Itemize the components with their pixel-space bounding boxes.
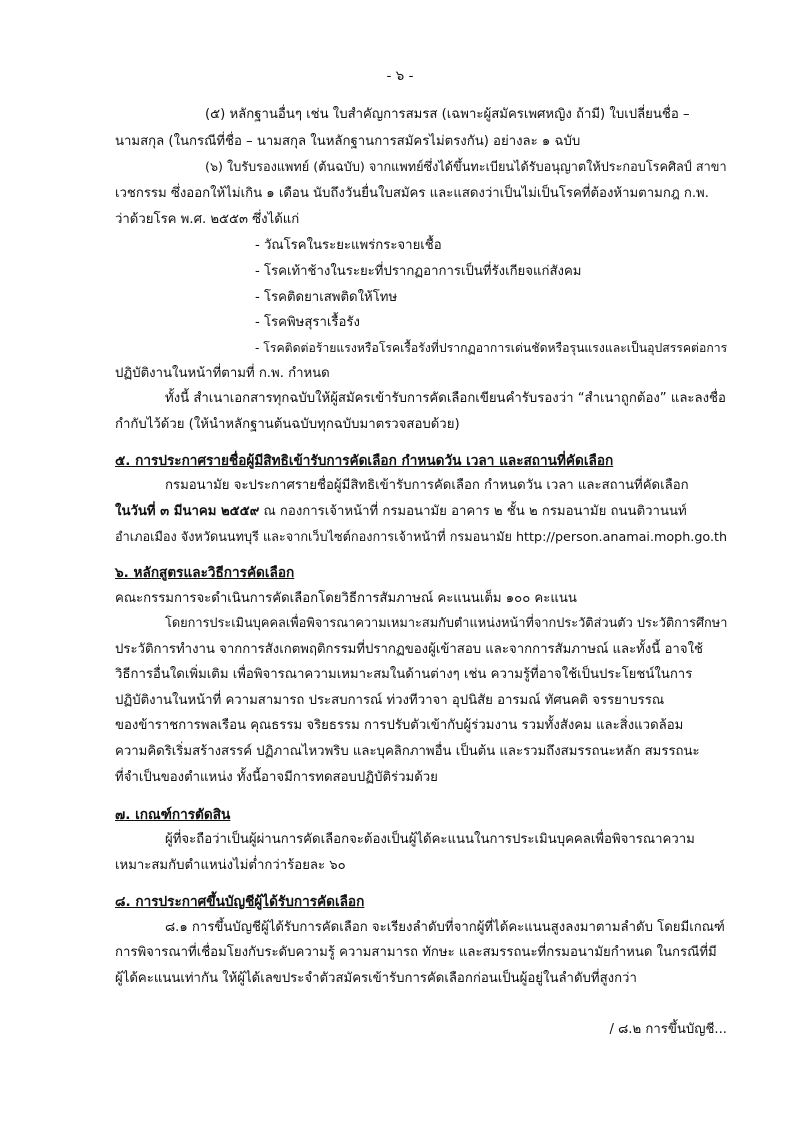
section-6-para-line: ที่จำเป็นของตำแหน่ง ทั้งนี้อาจมีการทดสอบปฏิบัติร่วมด้วย — [115, 770, 438, 785]
section-5-line-3: อำเภอเมือง จังหวัดนนทบุรี และจากเว็บไซต์กองการเจ้าหน้าที่ กรมอนามัย http://person.anamai.moph.go.th — [115, 529, 728, 544]
disease-item: - วัณโรคในระยะแพร่กระจายเชื้อ — [255, 238, 442, 253]
continuation-footer: / ๘.๒ การขึ้นบัญชี... — [609, 1022, 727, 1037]
section-7-line-2: เหมาะสมกับตำแหน่งไม่ต่ำกว่าร้อยละ ๖๐ — [115, 858, 346, 873]
disease-item: - โรคติดยาเสพติดให้โทษ — [255, 290, 398, 305]
disease-item: - โรคติดต่อร้ายแรงหรือโรคเรื้อรังที่ปรากฏอาการเด่นชัดหรือรุนแรงและเป็นอุปสรรคต่อการ — [255, 341, 728, 355]
section-8-line-2: การพิจารณาที่เชื่อมโยงกับระดับความรู้ ความสามารถ ทักษะ และสมรรถนะที่กรมอนามัยกำหนด ในกรณีที่มี — [115, 945, 717, 960]
section-7-line-1: ผู้ที่จะถือว่าเป็นผู้ผ่านการคัดเลือกจะต้องเป็นผู้ได้คะแนนในการประเมินบุคคลเพื่อพิจารณาความ — [165, 832, 695, 847]
section-6-para-line: ปฏิบัติงานในหน้าที่ ความสามารถ ประสบการณ์ ท่วงทีวาจา อุปนิสัย อารมณ์ ทัศนคติ จรรยาบรรณ — [115, 693, 665, 708]
section-8-line-1: ๘.๑ การขึ้นบัญชีผู้ได้รับการคัดเลือก จะเรียงลำดับที่จากผู้ที่ได้คะแนนสูงลงมาตามลำดับ โดยมีเกณฑ์ — [165, 920, 725, 935]
exam-location: ณ กองการเจ้าหน้าที่ กรมอนามัย อาคาร ๒ ชั้น ๒ กรมอนามัย ถนนติวานนท์ — [259, 504, 687, 519]
section-6-heading: ๖. หลักสูตรและวิธีการคัดเลือก — [115, 565, 295, 581]
section-6-para-line: วิธีการอื่นใดเพิ่มเติม เพื่อพิจารณาความเหมาะสมในด้านต่างๆ เช่น ความรู้ที่อาจใช้เป็นประโยชน์ในการ — [115, 667, 693, 682]
disease-item: - โรคเท้าช้างในระยะที่ปรากฏอาการเป็นที่รังเกียจแก่สังคม — [255, 264, 582, 279]
item-5-line-1: (๕) หลักฐานอื่นๆ เช่น ใบสำคัญการสมรส (เฉพาะผู้สมัครเพศหญิง ถ้ามี) ใบเปลี่ยนชื่อ – — [205, 107, 690, 122]
section-5-line-2 — [115, 502, 727, 522]
section-5-heading: ๕. การประกาศรายชื่อผู้มีสิทธิเข้ารับการคัดเลือก กำหนดวัน เวลา และสถานที่คัดเลือก — [115, 453, 614, 469]
certification-line-1: ทั้งนี้ สำเนาเอกสารทุกฉบับให้ผู้สมัครเข้ารับการคัดเลือกเขียนคำรับรองว่า “สำเนาถูกต้อง” และลงชื่อ — [165, 391, 726, 406]
section-8-heading: ๘. การประกาศขึ้นบัญชีผู้ได้รับการคัดเลือก — [115, 894, 365, 910]
section-5-line-1: กรมอนามัย จะประกาศรายชื่อผู้มีสิทธิเข้ารับการคัดเลือก กำหนดวัน เวลา และสถานที่คัดเลือก — [165, 478, 689, 493]
section-6-para-line: ของข้าราชการพลเรือน คุณธรรม จริยธรรม การปรับตัวเข้ากับผู้ร่วมงาน รวมทั้งสังคม และสิ่งแวดล้อม — [115, 718, 684, 733]
item-6-line-3: ว่าด้วยโรค พ.ศ. ๒๕๕๓ ซึ่งได้แก่ — [115, 212, 300, 227]
section-6-line-1: คณะกรรมการจะดำเนินการคัดเลือกโดยวิธีการสัมภาษณ์ คะแนนเต็ม ๑๐๐ คะแนน — [115, 591, 577, 606]
section-6-para-line: ความคิดริเริ่มสร้างสรรค์ ปฏิภาณไหวพริบ และบุคลิกภาพอื่น เป็นต้น และรวมถึงสมรรถนะหลัก สมรรถนะ — [115, 744, 700, 759]
section-6-para-line: โดยการประเมินบุคคลเพื่อพิจารณาความเหมาะสมกับตำแหน่งหน้าที่จากประวัติส่วนตัว ประวัติการศึกษา — [165, 616, 728, 631]
exam-date: ในวันที่ ๓ มีนาคม ๒๕๕๙ — [115, 504, 260, 519]
certification-line-2: กำกับไว้ด้วย (ให้นำหลักฐานต้นฉบับทุกฉบับมาตรวจสอบด้วย) — [115, 417, 460, 432]
page-number: - ๖ - — [386, 68, 414, 84]
section-6-para-line: ประวัติการทำงาน จากการสังเกตพฤติกรรมที่ปรากฏของผู้เข้าสอบ และจากการสัมภาษณ์ และทั้งนี้ อาจใช้ — [115, 642, 703, 657]
item-5-line-2: นามสกุล (ในกรณีที่ชื่อ – นามสกุล ในหลักฐานการสมัครไม่ตรงกัน) อย่างละ ๑ ฉบับ — [115, 134, 581, 149]
disease-item-continued: ปฏิบัติงานในหน้าที่ตามที่ ก.พ. กำหนด — [115, 366, 330, 381]
section-8-line-3: ผู้ได้คะแนนเท่ากัน ให้ผู้ได้เลขประจำตัวสมัครเข้ารับการคัดเลือกก่อนเป็นผู้อยู่ในลำดับที่สูงกว่า — [115, 971, 637, 986]
disease-item: - โรคพิษสุราเรื้อรัง — [255, 315, 360, 330]
section-7-heading: ๗. เกณฑ์การตัดสิน — [115, 807, 231, 823]
item-6-line-1: (๖) ใบรับรองแพทย์ (ต้นฉบับ) จากแพทย์ซึ่งได้ขึ้นทะเบียนได้รับอนุญาตให้ประกอบโรคศิลป์ สาขา — [205, 159, 727, 174]
item-6-line-2: เวชกรรม ซึ่งออกให้ไม่เกิน ๑ เดือน นับถึงวันยื่นใบสมัคร และแสดงว่าเป็นไม่เป็นโรคที่ต้องห้ามตามกฎ ก.พ. — [115, 186, 709, 201]
